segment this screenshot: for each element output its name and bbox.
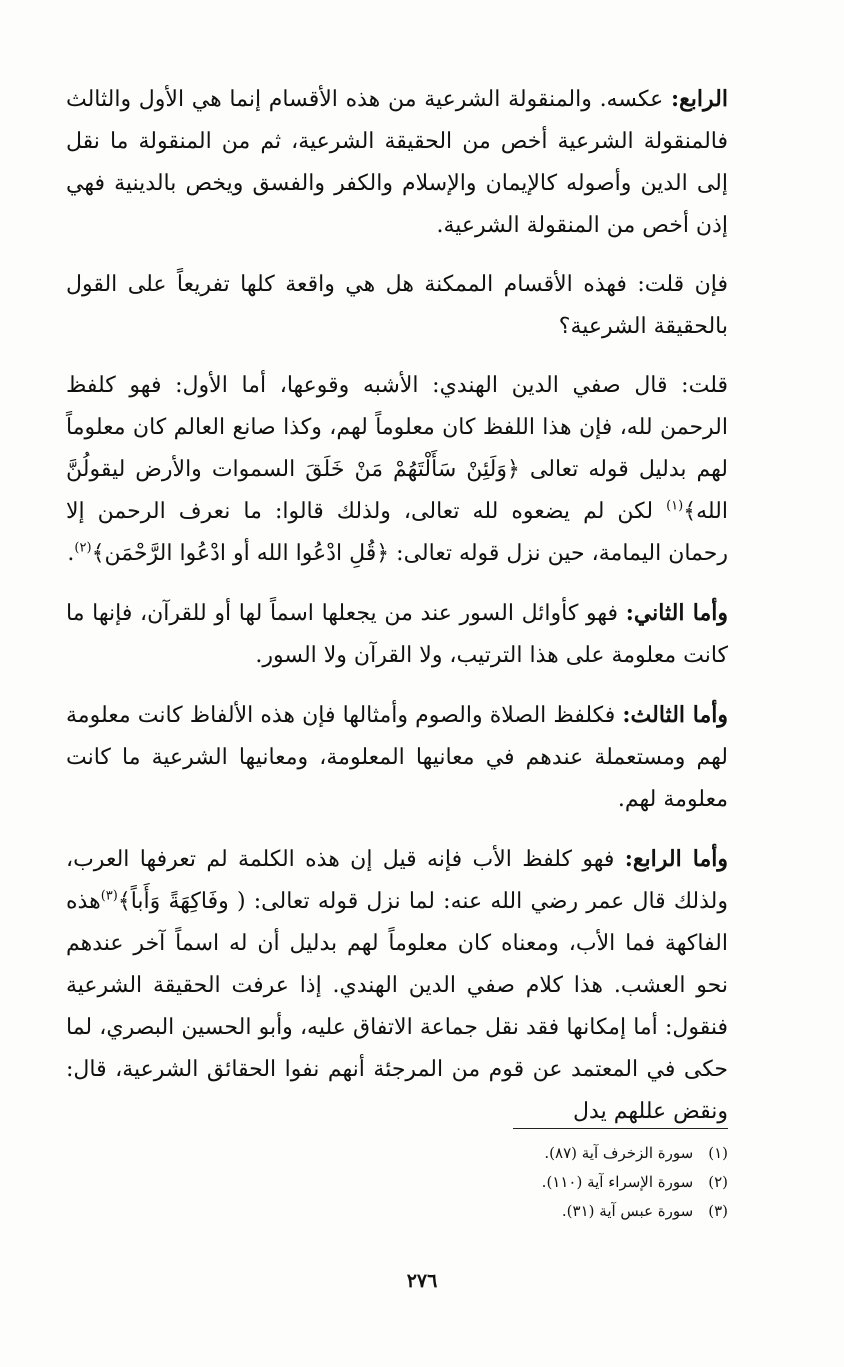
paragraph-text: فإن قلت: فهذه الأقسام الممكنة هل هي واقعة كلها تفريعاً على القول بالحقيقة الشرعية؟ (66, 272, 728, 339)
paragraph-end: . (67, 541, 75, 566)
paragraph-fourth (66, 838, 728, 1133)
footnotes (66, 1128, 728, 1226)
footnote-divider (513, 1128, 728, 1129)
footnote-number: (٣) (708, 1202, 728, 1220)
paragraph-lead: وأما الرابع: (624, 846, 728, 872)
footnote-ref: (٣) (100, 888, 118, 904)
footnote-text: سورة الإسراء آية (١١٠). (541, 1173, 694, 1191)
quran-verse: ﴿قُلِ ادْعُوا الله أو ادْعُوا الرَّحْمَن﴾ (91, 541, 390, 566)
footnote-number: (٢) (708, 1173, 728, 1191)
quran-verse: وفَاكِهَةً وَأَباً﴾ (117, 889, 229, 914)
paragraph-text: هذه الفاكهة فما الأب، ومعناه كان معلوماً لهم بدليل أن له اسماً آخر عندهم نحو العشب. هذا كلام صفي الدين الهندي. إذا عرفت الحقيقة الشرعية فنقول: أما إمكانها فقد نقل جماعة الاتفاق عليه، وأبو الحسين البصري، لما حكى في المعتمد عن قوم من المرجئة أنهم نفوا الحقائق الشرعية، قال: ونقض عللهم يدل (66, 889, 728, 1124)
footnote-number: (١) (708, 1144, 728, 1162)
paragraph-text: لكن لم يضعوه لله تعالى، ولذلك قالوا: ما نعرف الرحمن إلا رحمان اليمامة، حين نزل قوله تعالى: (66, 499, 728, 566)
footnote-ref: (٢) (74, 540, 92, 556)
paragraph-fourth-definition (66, 78, 728, 247)
paragraph-lead: وأما الثالث: (622, 702, 728, 728)
footnote-item (66, 1139, 728, 1168)
paragraph-text: فهو كأوائل السور عند من يجعلها اسماً لها أو للقرآن، فإنها ما كانت معلومة على هذا الترتيب، ولا القرآن ولا السور. (66, 601, 728, 668)
paragraph-third (66, 694, 728, 821)
paragraph-text: قلت: قال صفي الدين الهندي: الأشبه وقوعها، أما الأول: فهو كلفظ الرحمن لله، فإن هذا اللفظ كان معلوماً لهم، وكذا صانع العالم كان معلوماً لهم بدليل قوله تعالى (66, 373, 728, 482)
paragraph-answer (66, 365, 728, 575)
quran-verse: ﴿وَلَئِنْ سَأَلْتَهُمْ مَنْ خَلَقَ السموات والأرض ليقولُنَّ الله﴾ (66, 457, 728, 524)
footnote-text: سورة عبس آية (٣١). (561, 1202, 694, 1220)
footnote-text: سورة الزخرف آية (٨٧). (544, 1144, 694, 1162)
footnote-item (66, 1197, 728, 1226)
paragraph-text: عكسه. والمنقولة الشرعية من هذه الأقسام إنما هي الأول والثالث فالمنقولة الشرعية أخص من الحقيقة الشرعية، ثم من المنقولة ما نقل إلى الدين وأصوله كالإيمان والإسلام والكفر والفسق ويخص بالدينية فهي إذن أخص من المنقولة الشرعية. (66, 87, 728, 238)
paragraph-text: فهو كلفظ الأب فإنه قيل إن هذه الكلمة لم تعرفها العرب، ولذلك قال عمر رضي الله عنه: لما نزل قوله تعالى: ( (66, 847, 729, 914)
footnote-item (66, 1168, 728, 1197)
page-number: ٢٧٦ (406, 1270, 438, 1292)
paragraph-lead: الرابع: (670, 86, 728, 112)
page-body (66, 78, 728, 1150)
paragraph-text: فكلفظ الصلاة والصوم وأمثالها فإن هذه الألفاظ كانت معلومة لهم ومستعملة عندهم في معانيها المعلومة، ومعانيها الشرعية ما كانت معلومة لهم. (66, 703, 728, 812)
paragraph-lead: وأما الثاني: (625, 600, 729, 626)
paragraph-question (66, 264, 728, 348)
footnote-ref: (١) (666, 498, 684, 514)
paragraph-second (66, 592, 728, 677)
